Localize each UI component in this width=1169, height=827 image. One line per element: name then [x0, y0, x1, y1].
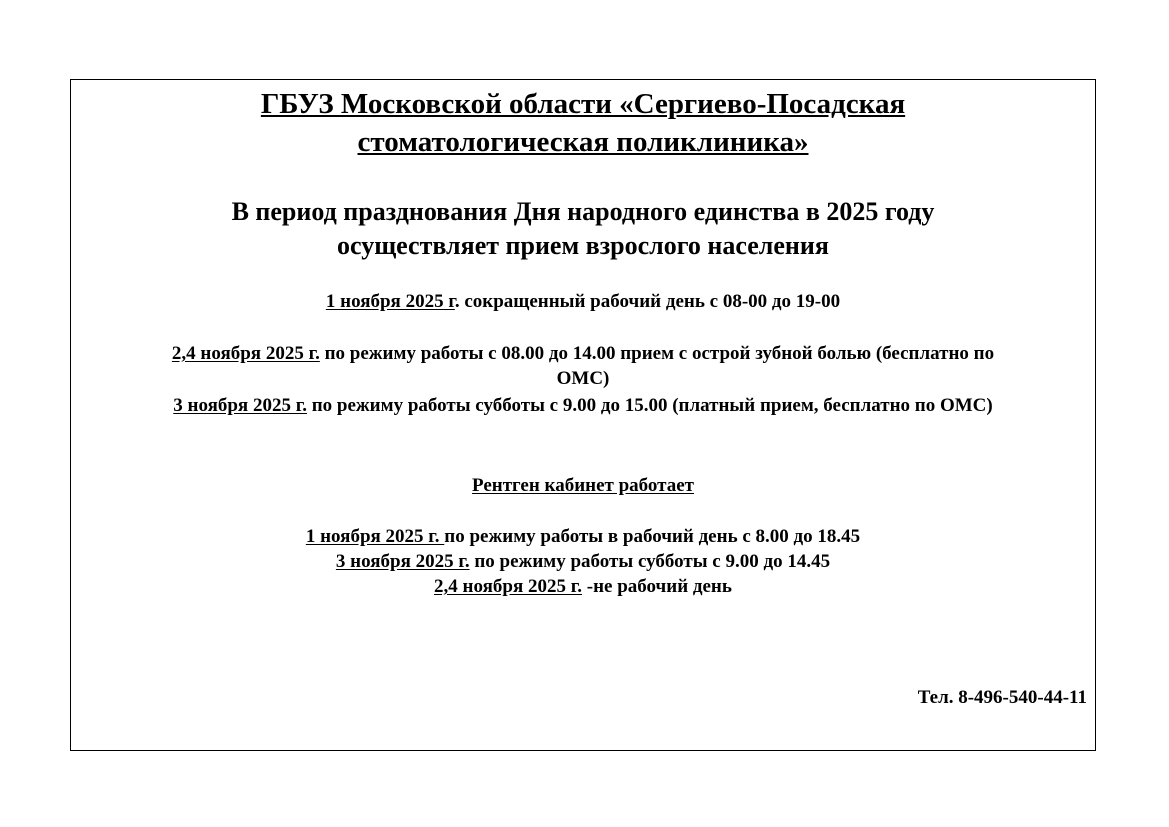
org-name-line-1	[71, 85, 1095, 123]
schedule-date: 1 ноября 2025 г	[325, 291, 455, 312]
schedule-date: 2,4 ноября 2025 г.	[434, 576, 582, 597]
schedule-text: по режиму работы субботы с 9.00 до 15.00 (платный прием, бесплатно по ОМС)	[306, 395, 993, 416]
phone-number: Тел. 8-496-540-44-11	[917, 687, 1087, 708]
schedule-date: 2,4 ноября 2025 г.	[171, 343, 320, 364]
schedule-text: по режиму работы с 08.00 до 14.00 прием с острой зубной болью (бесплатно по	[319, 343, 995, 364]
schedule-date: 1 ноября 2025 г.	[305, 526, 445, 547]
xray-schedule-item-2	[71, 549, 1095, 574]
xray-title-text: Рентген кабинет работает	[471, 475, 695, 496]
xray-schedule-item-3	[71, 574, 1095, 599]
xray-title	[71, 473, 1095, 498]
schedule-text: . сокращенный рабочий день с 08-00 до 19-00	[454, 291, 841, 312]
schedule-text-cont: ОМС)	[556, 368, 610, 389]
clinic-schedule-item-2-cont	[71, 366, 1095, 391]
org-name-text-1: ГБУЗ Московской области «Сергиево-Посадская	[260, 88, 906, 120]
org-name-line-2	[71, 123, 1095, 161]
schedule-text: -не рабочий день	[582, 576, 732, 597]
clinic-schedule-item-3	[71, 393, 1095, 418]
notice-frame	[70, 79, 1096, 751]
schedule-date: 3 ноября 2025 г.	[335, 551, 470, 572]
schedule-date: 3 ноября 2025 г.	[173, 395, 307, 416]
schedule-text: по режиму работы субботы с 9.00 до 14.45	[469, 551, 831, 572]
notice-line-1: В период празднования Дня народного единства в 2025 году	[231, 197, 935, 226]
notice-line-2: осуществляет прием взрослого населения	[337, 231, 829, 260]
clinic-schedule-item-1	[71, 289, 1095, 314]
clinic-schedule-item-2	[71, 341, 1095, 366]
xray-schedule-item-1	[71, 524, 1095, 549]
org-name-text-2: стоматологическая поликлиника»	[357, 126, 809, 158]
schedule-text: по режиму работы в рабочий день с 8.00 до 18.45	[444, 526, 861, 547]
